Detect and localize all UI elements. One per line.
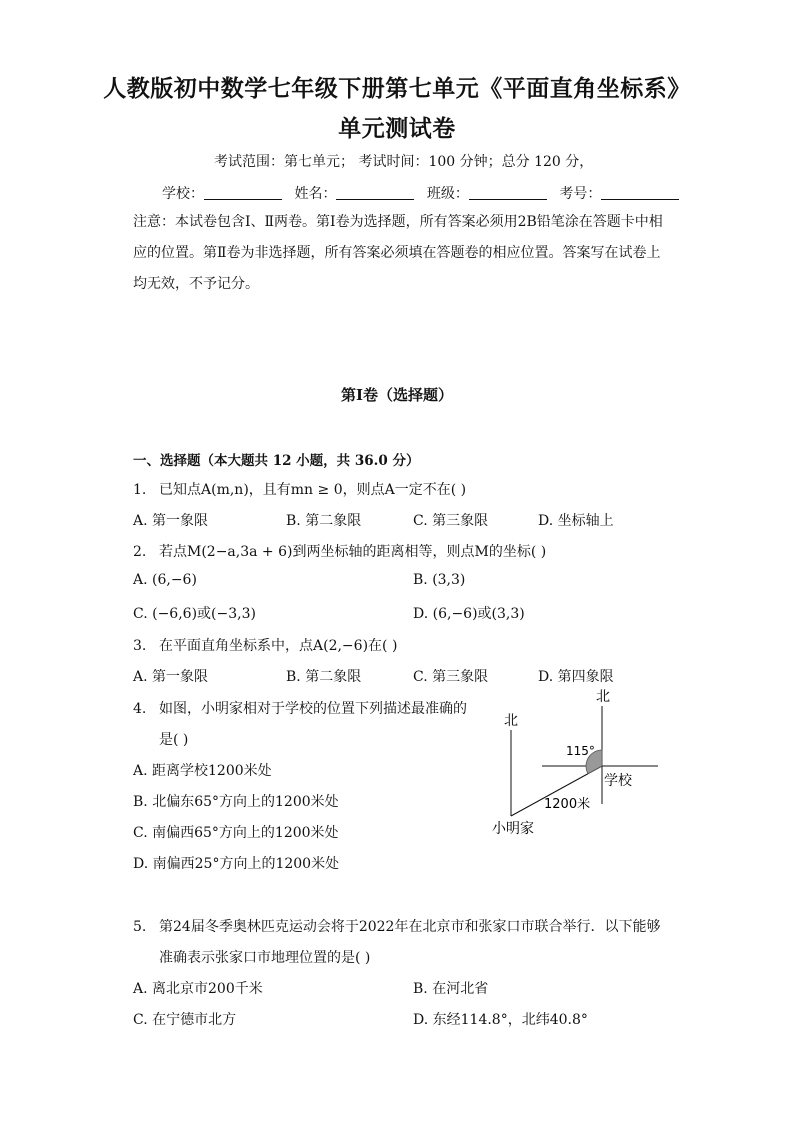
q1-option-b[interactable]: B. 第二象限 bbox=[286, 513, 362, 529]
question-text: 若点M(2−a,3a + 6)到两坐标轴的距离相等，则点M的坐标( ) bbox=[159, 544, 547, 560]
notice-text: 注意：本试卷包含Ⅰ、Ⅱ两卷。第Ⅰ卷为选择题，所有答案必须用2B铅笔涂在答题卡中相应的位置。第Ⅱ卷为非选择题，所有答案必须填在答题卷的相应位置。答案写在试卷上均无效，不予记分。 bbox=[133, 214, 663, 292]
question-number: 4. bbox=[133, 701, 147, 717]
q1-option-a[interactable]: A. 第一象限 bbox=[133, 513, 209, 529]
q3-option-a[interactable]: A. 第一象限 bbox=[133, 669, 209, 685]
q1-option-c[interactable]: C. 第三象限 bbox=[413, 513, 489, 529]
q2-option-a[interactable]: A. (6,−6) bbox=[133, 572, 197, 588]
question-number: 2. bbox=[133, 544, 147, 560]
question-2 bbox=[133, 541, 546, 561]
q3-option-d[interactable]: D. 第四象限 bbox=[538, 669, 614, 685]
question-1 bbox=[133, 479, 466, 499]
exam-number-blank[interactable] bbox=[601, 185, 679, 200]
question-text: 在平面直角坐标系中，点A(2,−6)在( ) bbox=[159, 638, 398, 654]
q4-option-d[interactable]: D. 南偏西25°方向上的1200米处 bbox=[133, 856, 340, 872]
question-4 bbox=[133, 698, 467, 718]
question-number: 5. bbox=[133, 919, 147, 935]
part-title: 一、选择题（本大题共 12 小题，共 36.0 分） bbox=[133, 453, 420, 469]
q5-option-a[interactable]: A. 离北京市200千米 bbox=[133, 981, 263, 997]
question-text: 第24届冬季奥林匹克运动会将于2022年在北京市和张家口市联合举行．以下能够 bbox=[159, 919, 661, 935]
home-label: 小明家 bbox=[492, 821, 534, 837]
class-label: 班级： bbox=[426, 186, 469, 202]
question-5 bbox=[133, 916, 660, 936]
q5-option-d[interactable]: D. 东经114.8°，北纬40.8° bbox=[413, 1012, 588, 1028]
q5-option-c[interactable]: C. 在宁德市北方 bbox=[133, 1012, 237, 1028]
student-info-fields bbox=[162, 183, 687, 203]
name-blank[interactable] bbox=[336, 185, 414, 200]
question-number: 1. bbox=[133, 482, 147, 498]
question-5-continued: 准确表示张家口市地理位置的是( ) bbox=[159, 950, 371, 966]
q3-option-b[interactable]: B. 第二象限 bbox=[286, 669, 362, 685]
q1-option-d[interactable]: D. 坐标轴上 bbox=[538, 513, 614, 529]
exam-number-label: 考号： bbox=[559, 186, 602, 202]
school-label: 学校 bbox=[604, 773, 632, 789]
section-title: 第Ⅰ卷（选择题） bbox=[340, 386, 454, 404]
q4-option-c[interactable]: C. 南偏西65°方向上的1200米处 bbox=[133, 825, 339, 841]
question-text: 如图，小明家相对于学校的位置下列描述最准确的 bbox=[159, 701, 467, 717]
document-title-line1: 人教版初中数学七年级下册第七单元《平面直角坐标系》 bbox=[103, 75, 691, 102]
q5-option-b[interactable]: B. 在河北省 bbox=[413, 981, 489, 997]
question-4-continued: 是( ) bbox=[159, 732, 189, 748]
q2-option-c[interactable]: C. (−6,6)或(−3,3) bbox=[133, 606, 256, 622]
name-label: 姓名： bbox=[294, 186, 337, 202]
distance-label: 1200米 bbox=[544, 797, 591, 812]
angle-label: 115° bbox=[566, 744, 595, 758]
q4-option-b[interactable]: B. 北偏东65°方向上的1200米处 bbox=[133, 794, 339, 810]
q3-option-c[interactable]: C. 第三象限 bbox=[413, 669, 489, 685]
north-label-left: 北 bbox=[504, 713, 518, 729]
question-number: 3. bbox=[133, 638, 147, 654]
direction-diagram bbox=[480, 680, 680, 850]
question-text: 已知点A(m,n)，且有mn ≥ 0，则点A一定不在( ) bbox=[159, 482, 467, 498]
class-blank[interactable] bbox=[469, 185, 547, 200]
q4-option-a[interactable]: A. 距离学校1200米处 bbox=[133, 763, 272, 779]
north-label-right: 北 bbox=[596, 689, 610, 705]
document-title-line2: 单元测试卷 bbox=[338, 115, 456, 142]
school-blank[interactable] bbox=[204, 185, 282, 200]
q2-option-b[interactable]: B. (3,3) bbox=[413, 572, 466, 588]
q2-option-d[interactable]: D. (6,−6)或(3,3) bbox=[413, 606, 525, 622]
school-label: 学校： bbox=[162, 186, 204, 202]
question-3 bbox=[133, 635, 397, 655]
exam-info: 考试范围：第七单元； 考试时间：100 分钟；总分 120 分， bbox=[214, 154, 594, 170]
